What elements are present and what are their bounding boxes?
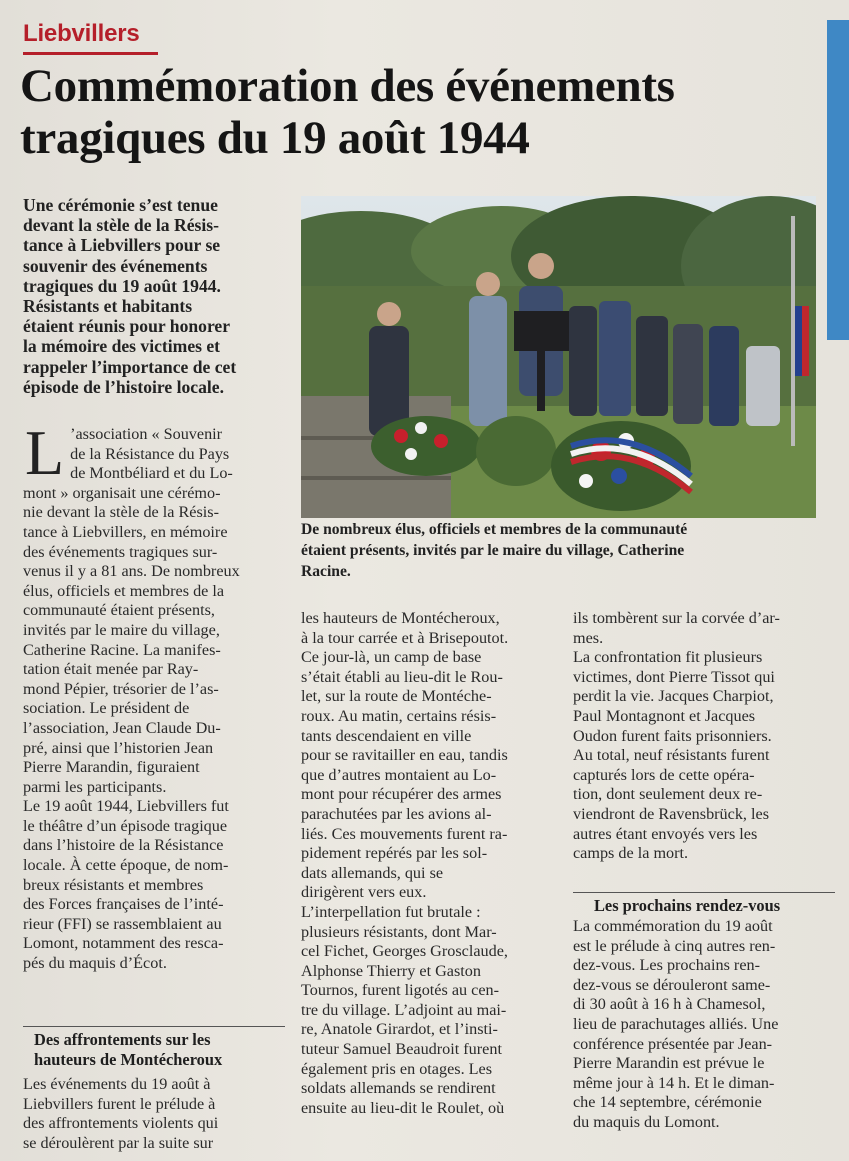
- ceremony-photo: [301, 196, 816, 518]
- paragraph-intro: [23, 417, 286, 797]
- article-column-3-continued: [573, 917, 835, 1133]
- headline: [20, 60, 820, 164]
- kicker-rule: [23, 52, 158, 55]
- subhead-rule: [573, 892, 835, 893]
- paragraph-rendez-vous: La commémoration du 19 août est le prélude à cinq autres ren- dez-vous. Les prochains ren- dez-vous se dérouleront same- di 30 août à 16 h à Chamesol, lieu de parachutages alliés. Une conférence présentée par Jean- Pierre Marandin est prévue le même jour à 14 h. Et le diman- che 14 septembre, cérémonie du maquis du Lomont.: [573, 917, 779, 1131]
- paragraph-19-aout: Le 19 août 1944, Liebvillers fut le théâtre d’un épisode tragique dans l’histoire de la Résistance locale. À cette époque, de nom- breux résistants et membres des Forces françaises de l’inté- rieur (FFI) se rassemblaient au Lomont, notamment des resca- pés du maquis d’Écot.: [23, 797, 229, 973]
- paragraph-evenements: Les événements du 19 août à Liebvillers furent le prélude à des affrontements violents qui se déroulèrent par la suite sur: [23, 1075, 219, 1152]
- paragraph-hauteurs: les hauteurs de Montécheroux, à la tour carrée et à Brisepoutot.: [301, 609, 509, 647]
- article-column-2: [301, 609, 559, 1118]
- headline-line-1: Commémoration des événements: [20, 60, 675, 112]
- article-column-3: [573, 609, 835, 864]
- drop-cap: L: [25, 417, 65, 488]
- paragraph-confrontation: La confrontation fit plusieurs victimes, dont Pierre Tissot qui perdit la vie. Jacques Charpiot, Paul Montagnont et Jacques Oudon furent faits prisonniers. Au total, neuf résistants furent capturés lors de cette opéra- tion, dont seulement deux re- viendront de Ravensbrück, les autres étant envoyés vers les camps de la mort.: [573, 648, 775, 863]
- article-column-1: [23, 417, 286, 974]
- headline-line-2: tragiques du 19 août 1944: [20, 112, 530, 164]
- paragraph-interpellation: L’interpellation fut brutale : plusieurs résistants, dont Mar- cel Fichet, Georges Grosclaude, Alphonse Thierry et Gaston Tournos, furent ligotés au cen- tre du village. L’adjoint au mai- re, Anatole Girardot, et l’insti- tuteur Samuel Beaudroit furent également pris en otages. Les soldats allemands se rendirent ensuite au lieu-dit le Roulet, où: [301, 902, 508, 1117]
- adjacent-page-edge: [827, 20, 849, 340]
- photo-caption: De nombreux élus, officiels et membres de la communauté étaient présents, invités par le maire du village, Catherine Racine.: [301, 521, 688, 580]
- kicker-town: Liebvillers: [23, 20, 140, 47]
- subhead-affrontements: Des affrontements sur les hauteurs de Montécheroux: [34, 1030, 223, 1069]
- subhead-rule: [23, 1026, 285, 1027]
- subhead-rendez-vous: Les prochains rendez-vous: [594, 896, 781, 915]
- standfirst: Une cérémonie s’est tenue devant la stèle de la Résis- tance à Liebvillers pour se souvenir des événements tragiques du 19 août 1944. Résistants et habitants étaient réunis pour honorer la mémoire des victimes et rappeler l’importance de cet épisode de l’histoire locale.: [23, 195, 237, 397]
- paragraph-camp-de-base: Ce jour-là, un camp de base s’était établi au lieu-dit le Rou- let, sur la route de Montéche- roux. Au matin, certains résis- tants descendaient en ville pour se ravitailler en eau, tandis que d’autres montaient au Lo- mont pour récupérer des armes parachutées par les avions al- liés. Ces mouvements furent ra- pidement repérés par les sol- dats allemands, qui se dirigèrent vers eux.: [301, 648, 508, 902]
- article-column-1-continued: [23, 1075, 286, 1153]
- ceremony-photo-illustration: [301, 196, 816, 518]
- paragraph-corvee: ils tombèrent sur la corvée d’ar- mes.: [573, 609, 780, 647]
- paragraph-intro-text: ’association « Souvenir de la Résistance du Pays de Montbéliard et du Lo- mont » organisait une cérémo- nie devant la stèle de la Résis- tance à Liebvillers, en mémoire des événements tragiques sur- venus il y a 81 ans. De nombreux élus, officiels et membres de la communauté étaient présents, invités par le maire du village, Catherine Racine. La manifes- tation était menée par Ray- mond Pépier, trésorier de l’as- sociation. Le président de l’association, Jean Claude Du- pré, ainsi que l’historien Jean Pierre Marandin, figuraient parmi les participants.: [23, 425, 240, 796]
